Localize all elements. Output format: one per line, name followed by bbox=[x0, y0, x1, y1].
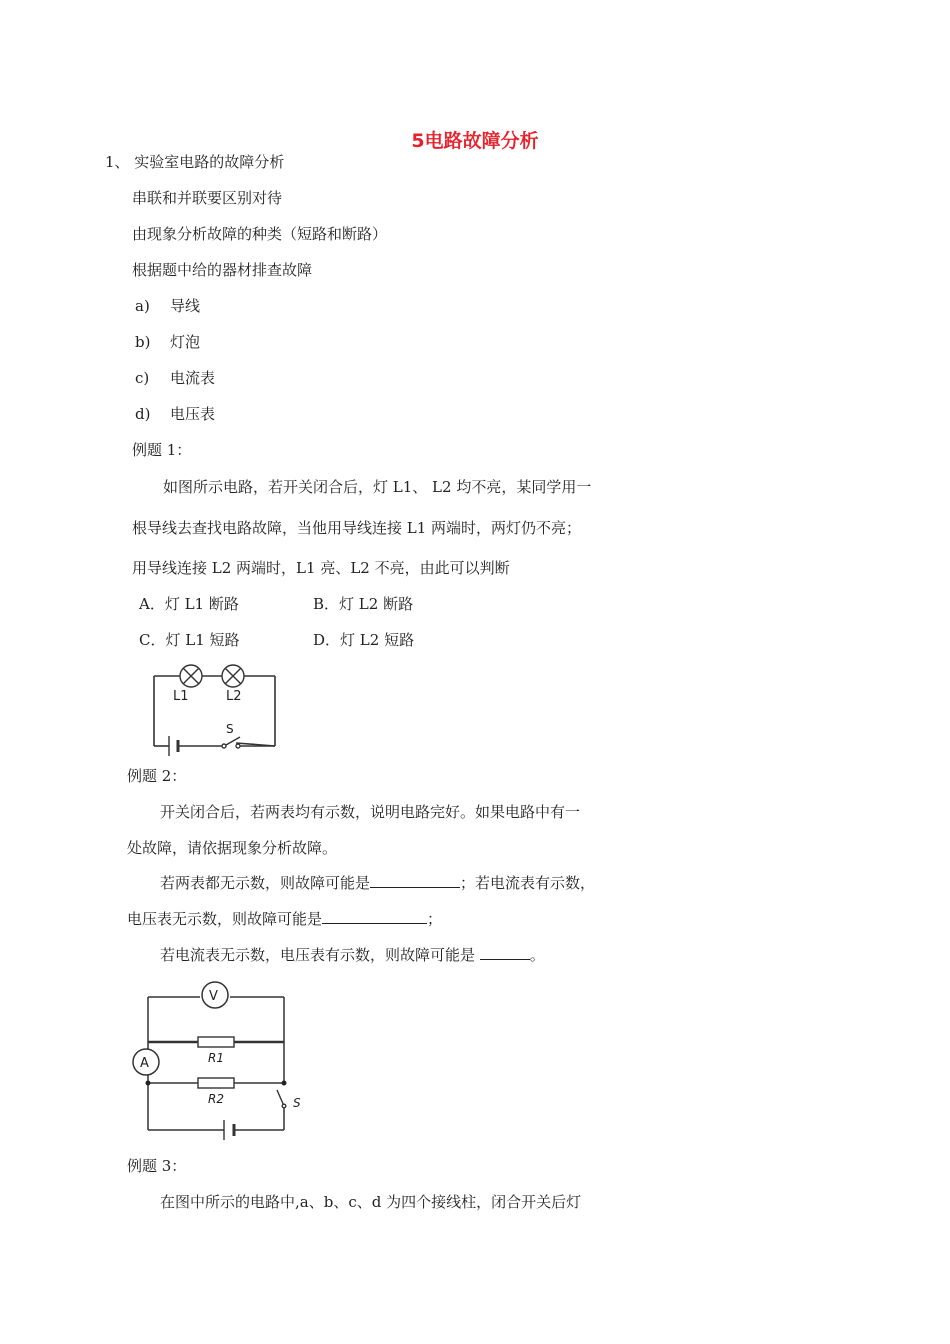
example2-line4 bbox=[127, 909, 442, 929]
option-c: C．灯 L1 短路 bbox=[139, 631, 240, 649]
lamp-l2-icon bbox=[222, 665, 244, 687]
section1-heading: 1、 实验室电路的故障分析 bbox=[105, 153, 285, 171]
page-title: 5电路故障分析 bbox=[411, 130, 539, 152]
resistor-r2-icon bbox=[198, 1078, 234, 1088]
circuit-diagram-1 bbox=[140, 655, 290, 755]
option-b: B．灯 L2 断路 bbox=[313, 595, 414, 613]
lamp-l1-label: L1 bbox=[173, 689, 189, 704]
example1-line3: 用导线连接 L2 两端时，L1 亮、L2 不亮，由此可以判断 bbox=[132, 559, 510, 577]
resistor-r1-icon bbox=[198, 1037, 234, 1047]
lamp-l2-label: L2 bbox=[226, 689, 242, 704]
answer-blank bbox=[480, 945, 530, 960]
example1-line2: 根导线去查找电路故障，当他用导线连接 L1 两端时，两灯仍不亮； bbox=[132, 519, 582, 537]
battery-icon bbox=[169, 736, 178, 756]
voltmeter-label: V bbox=[209, 989, 218, 1004]
example2-line5 bbox=[160, 945, 545, 965]
switch-label: S bbox=[226, 722, 234, 736]
switch-icon bbox=[277, 1090, 286, 1108]
question-text: ； bbox=[427, 910, 443, 928]
question-text: 若电流表无示数，电压表有示数，则故障可能是 bbox=[160, 946, 480, 964]
list-item-text: 导线 bbox=[170, 297, 201, 315]
example1-line1: 如图所示电路，若开关闭合后，灯 L1、 L2 均不亮，某同学用一 bbox=[163, 478, 592, 496]
resistor-r1-label: R1 bbox=[208, 1051, 224, 1065]
option-d: D．灯 L2 短路 bbox=[313, 631, 415, 649]
section1-p2: 由现象分析故障的种类（短路和断路） bbox=[132, 225, 388, 243]
example3-label: 例题 3： bbox=[127, 1157, 187, 1175]
example2-line3 bbox=[160, 873, 595, 893]
section1-p3: 根据题中给的器材排查故障 bbox=[132, 261, 313, 279]
list-item-mark: b) bbox=[135, 333, 151, 351]
example3-line1: 在图中所示的电路中,a、b、c、d 为四个接线柱，闭合开关后灯 bbox=[160, 1193, 582, 1211]
example2-label: 例题 2： bbox=[127, 767, 187, 785]
section1-p1: 串联和并联要区别对待 bbox=[132, 189, 283, 207]
list-item-mark: a) bbox=[135, 297, 150, 315]
voltmeter-icon bbox=[202, 982, 228, 1008]
option-a: A．灯 L1 断路 bbox=[139, 595, 239, 613]
answer-blank bbox=[370, 873, 460, 888]
resistor-r2-label: R2 bbox=[208, 1092, 224, 1106]
ammeter-label: A bbox=[140, 1056, 149, 1071]
question-text: 电压表无示数，则故障可能是 bbox=[127, 910, 323, 928]
list-item-mark: d) bbox=[135, 405, 151, 423]
list-item-text: 电流表 bbox=[170, 369, 216, 387]
list-item-text: 电压表 bbox=[170, 405, 216, 423]
question-text: 若两表都无示数，则故障可能是 bbox=[160, 874, 371, 892]
example2-line2: 处故障，请依据现象分析故障。 bbox=[127, 839, 338, 857]
circuit-diagram-2 bbox=[130, 980, 310, 1140]
example1-label: 例题 1： bbox=[132, 441, 192, 459]
list-item-text: 灯泡 bbox=[170, 333, 201, 351]
answer-blank bbox=[322, 909, 427, 924]
switch-label: S bbox=[293, 1096, 301, 1110]
question-text: ；若电流表有示数， bbox=[460, 874, 596, 892]
example2-line1: 开关闭合后，若两表均有示数，说明电路完好。如果电路中有一 bbox=[160, 803, 581, 821]
list-item-mark: c) bbox=[135, 369, 150, 387]
battery-icon bbox=[224, 1120, 234, 1140]
question-text: 。 bbox=[529, 946, 545, 964]
lamp-l1-icon bbox=[180, 665, 202, 687]
ammeter-icon bbox=[133, 1049, 159, 1075]
